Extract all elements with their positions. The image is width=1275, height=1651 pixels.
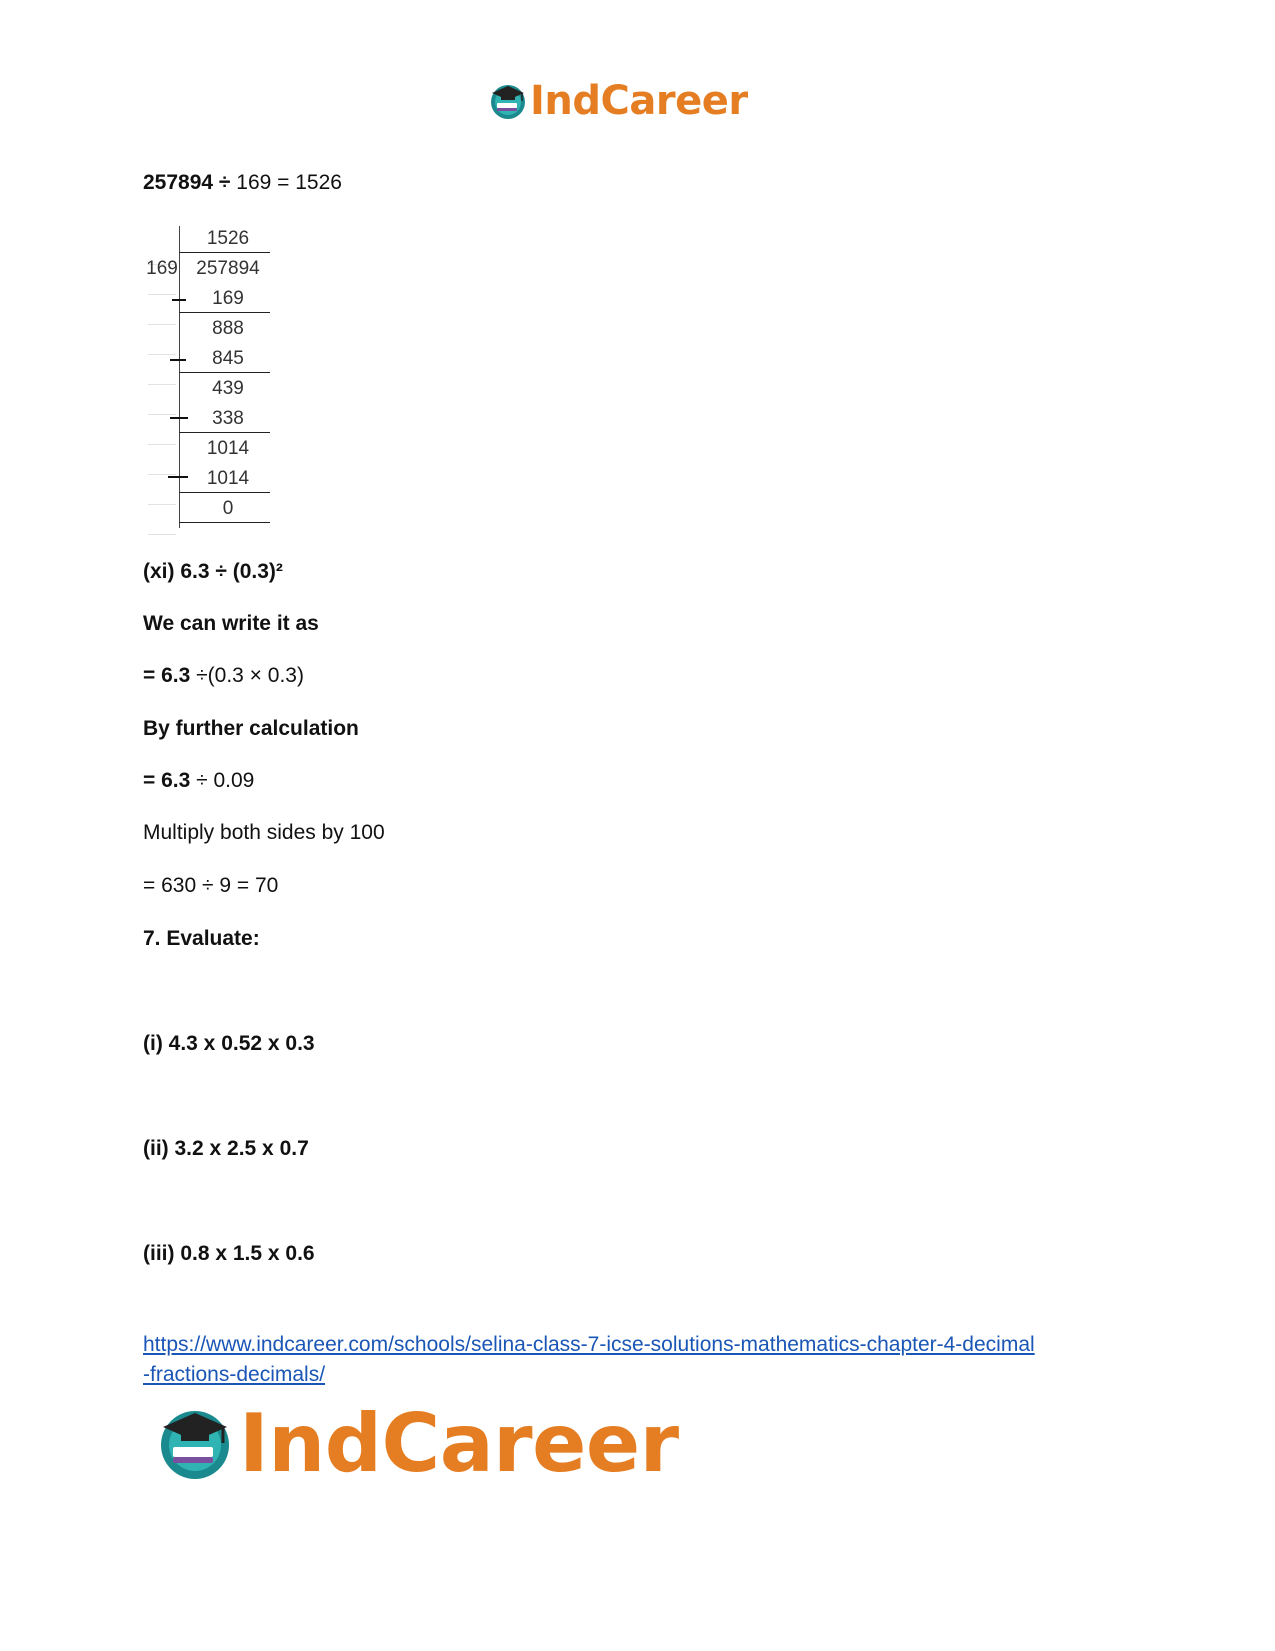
step-4: 439 <box>212 378 244 399</box>
equation-1 <box>143 664 304 688</box>
graduation-cap-book-icon <box>488 81 528 121</box>
equation-3: = 630 ÷ 9 = 70 <box>143 874 279 897</box>
header-logo <box>488 78 748 124</box>
question-7-ii: (ii) 3.2 x 2.5 x 0.7 <box>143 1137 309 1160</box>
division-statement-rest: 169 = 1526 <box>230 171 342 194</box>
equation-2-bold: = 6.3 <box>143 769 191 792</box>
question-7-iii: (iii) 0.8 x 1.5 x 0.6 <box>143 1242 315 1265</box>
divisor: 169 <box>146 258 178 279</box>
question-xi-title: (xi) 6.3 ÷ (0.3)² <box>143 560 283 583</box>
minus-sign <box>172 299 186 301</box>
source-link-line-2[interactable]: -fractions-decimals/ <box>143 1363 326 1386</box>
long-division <box>146 228 278 544</box>
write-as-text: We can write it as <box>143 612 319 635</box>
step-6: 1014 <box>206 438 250 459</box>
division-statement-bold: 257894 ÷ <box>143 171 231 194</box>
further-calculation-text: By further calculation <box>143 717 359 740</box>
minus-sign <box>168 476 188 478</box>
minus-sign <box>170 359 186 361</box>
footer-logo <box>155 1398 679 1488</box>
graduation-cap-book-icon <box>155 1403 235 1483</box>
step-8: 0 <box>222 498 234 519</box>
step-1: 169 <box>212 288 244 309</box>
multiply-text: Multiply both sides by 100 <box>143 821 385 844</box>
question-7-title: 7. Evaluate: <box>143 927 260 950</box>
footer-logo-text: IndCareer <box>239 1396 679 1490</box>
step-5: 338 <box>212 408 244 429</box>
division-statement <box>143 171 342 195</box>
minus-sign <box>170 417 188 419</box>
equation-2 <box>143 769 254 793</box>
step-7: 1014 <box>206 468 250 489</box>
equation-1-bold: = 6.3 <box>143 664 191 687</box>
quotient: 1526 <box>206 228 250 249</box>
dividend: 257894 <box>196 258 260 279</box>
step-2: 888 <box>212 318 244 339</box>
question-7-i: (i) 4.3 x 0.52 x 0.3 <box>143 1032 315 1055</box>
step-3: 845 <box>212 348 244 369</box>
equation-1-rest: ÷(0.3 × 0.3) <box>190 664 304 687</box>
source-link-line-1[interactable]: https://www.indcareer.com/schools/selina-class-7-icse-solutions-mathematics-chapter-4-decimal <box>143 1333 1035 1356</box>
equation-2-rest: ÷ 0.09 <box>190 769 255 792</box>
source-link-block <box>143 1330 1143 1390</box>
header-logo-text: IndCareer <box>530 78 748 124</box>
